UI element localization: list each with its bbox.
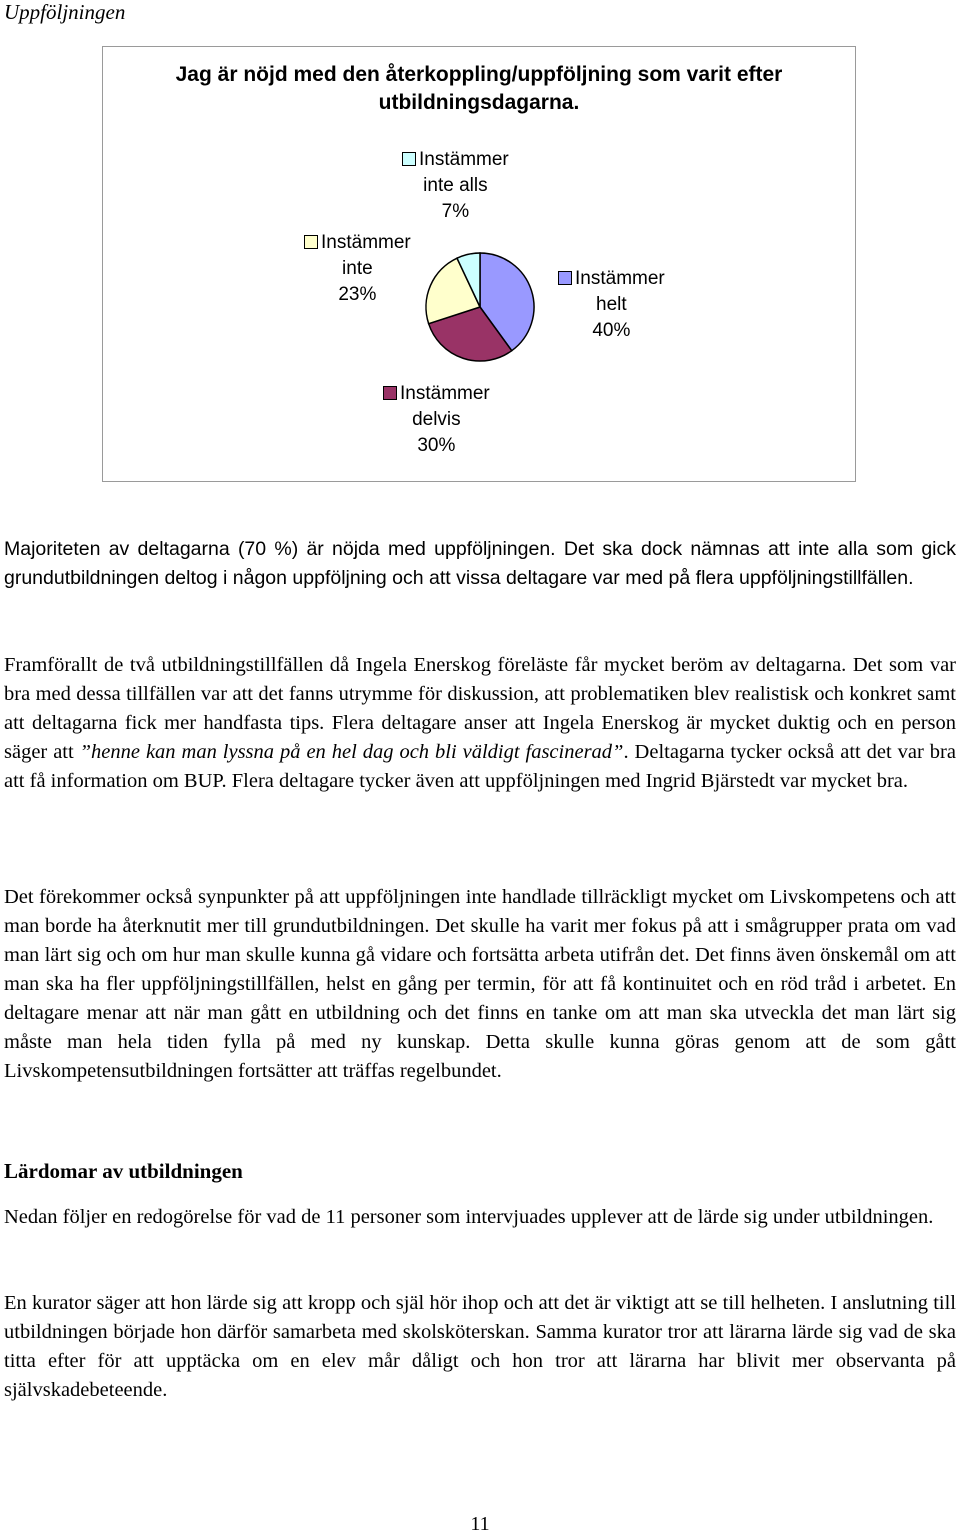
paragraph-2-start: Framförallt de två utbildningstillfällen då Ingela Enerskog föreläste får mycket beröm av deltagarna. Det som var bra med dessa tillfällen var att det fanns utrymme för diskussion, att problematiken blev realistisk och konkret samt att deltagarna fick mer handfasta tips. Flera deltagare anser att Ingela Enerskog är mycket duktig och en person säger att (4, 654, 956, 763)
legend-swatch (383, 386, 397, 400)
pie-label-3 (304, 230, 411, 308)
page-number: 11 (470, 1513, 490, 1535)
pie-label-line: inte alls (423, 175, 488, 196)
pie-label-1 (558, 266, 665, 344)
pie-label-line: Instämmer (402, 147, 509, 173)
paragraph-2-end: . Deltagarna tycker också att det var bra att få information om BUP. Flera deltagare tycker även att uppföljningen med Ingrid Bjärstedt var mycket bra. (4, 741, 956, 792)
paragraph-4: Nedan följer en redogörelse för vad de 11 personer som intervjuades upplever att de lärde sig under utbildningen. (4, 1206, 934, 1228)
section-title: Uppföljningen (4, 0, 126, 24)
pie-label-line: delvis (412, 409, 461, 430)
pie-label-line: Instämmer (304, 230, 411, 256)
pie-label-line: Instämmer (558, 266, 665, 292)
paragraph-5: En kurator säger att hon lärde sig att kropp och själ hör ihop och att det är viktigt att se till helheten. I anslutning till utbildningen började hon därför samarbeta med skolsköterskan. Samma kurator tror att lärarna lärde sig vad de ska titta efter för att upptäcka om en elev mår dåligt och hon tror att lärarna har blivit mer observanta på självskadebeteende. (4, 1292, 956, 1401)
pie-label-line: 23% (338, 284, 377, 305)
paragraph-3: Det förekommer också synpunkter på att uppföljningen inte handlade tillräckligt mycket om Livskompetens och att man borde ha återknutit mer till grundutbildningen. Det skulle ha varit mer fokus på att i smågrupper prata om vad man lärt sig och om hur man skulle kunna gå vidare och fortsätta arbeta utifrån det. Det finns även önskemål om att man ska ha fler uppföljningstillfällen, helst en gång per termin, för att få kontinuitet och en röd tråd i arbetet. En deltagare menar att när man gått en utbildning och det finns en tanke om att man ska utveckla det man lärt sig måste man hela tiden fylla på med ny kunskap. Detta skulle kunna göras genom att de som gått Livskompetensutbildningen fortsätter att träffas regelbundet. (4, 886, 956, 1082)
legend-swatch (558, 271, 572, 285)
pie-label-line: helt (596, 294, 627, 315)
legend-swatch (304, 235, 318, 249)
pie-label-line: 40% (592, 320, 631, 341)
heading-lardomar: Lärdomar av utbildningen (4, 1159, 243, 1183)
pie-label-2 (383, 381, 490, 459)
paragraph-2 (4, 651, 956, 796)
pie-label-line: Instämmer (383, 381, 490, 407)
pie-chart-frame (102, 46, 856, 482)
paragraph-1: Majoriteten av deltagarna (70 %) är nöjda med uppföljningen. Det ska dock nämnas att inte alla som gick grundutbildningen deltog i någon uppföljning och att vissa deltagare var med på flera uppföljningstillfällen. (4, 538, 956, 589)
pie-label-line: inte (342, 258, 373, 279)
pie-label-4 (402, 147, 509, 225)
legend-swatch (402, 152, 416, 166)
paragraph-2-quote: ”henne kan man lyssna på en hel dag och bli väldigt fascinerad” (79, 741, 624, 763)
chart-title: Jag är nöjd med den återkoppling/uppföljning som varit efter utbildningsdagarna. (175, 63, 783, 114)
pie-label-line: 7% (441, 201, 470, 222)
pie-label-line: 30% (417, 435, 456, 456)
